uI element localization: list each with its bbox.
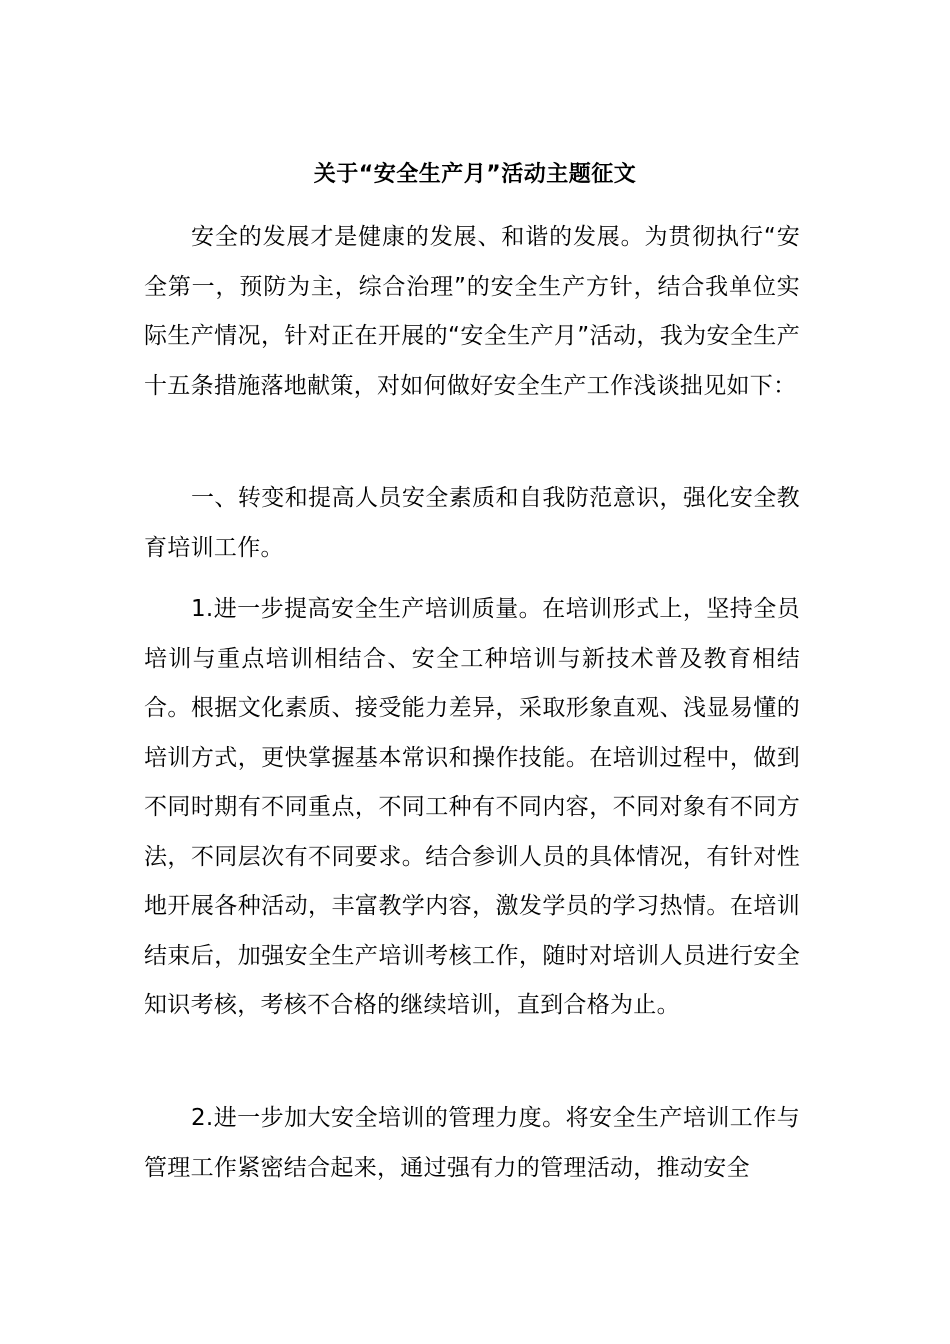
paragraph-item-2: 2.进一步加大安全培训的管理力度。将安全生产培训工作与管理工作紧密结合起来，通过强有力的管理活动，推动安全 bbox=[144, 1105, 800, 1181]
paragraph-section-heading: 一、转变和提高人员安全素质和自我防范意识，强化安全教育培训工作。 bbox=[144, 485, 800, 561]
document-title: 关于“安全生产月”活动主题征文 bbox=[313, 162, 637, 187]
paragraph-intro: 安全的发展才是健康的发展、和谐的发展。为贯彻执行“安全第一，预防为主，综合治理”的安全生产方针，结合我单位实际生产情况，针对正在开展的“安全生产月”活动，我为安全生产十五条措施落地献策，对如何做好安全生产工作浅谈拙见如下： bbox=[144, 224, 800, 399]
paragraph-item-1: 1.进一步提高安全生产培训质量。在培训形式上，坚持全员培训与重点培训相结合、安全工种培训与新技术普及教育相结合。根据文化素质、接受能力差异，采取形象直观、浅显易懂的培训方式，更快掌握基本常识和操作技能。在培训过程中，做到不同时期有不同重点，不同工种有不同内容，不同对象有不同方法，不同层次有不同要求。结合参训人员的具体情况，有针对性地开展各种活动，丰富教学内容，激发学员的学习热情。在培训结束后，加强安全生产培训考核工作，随时对培训人员进行安全知识考核，考核不合格的继续培训，直到合格为止。 bbox=[144, 596, 800, 1018]
